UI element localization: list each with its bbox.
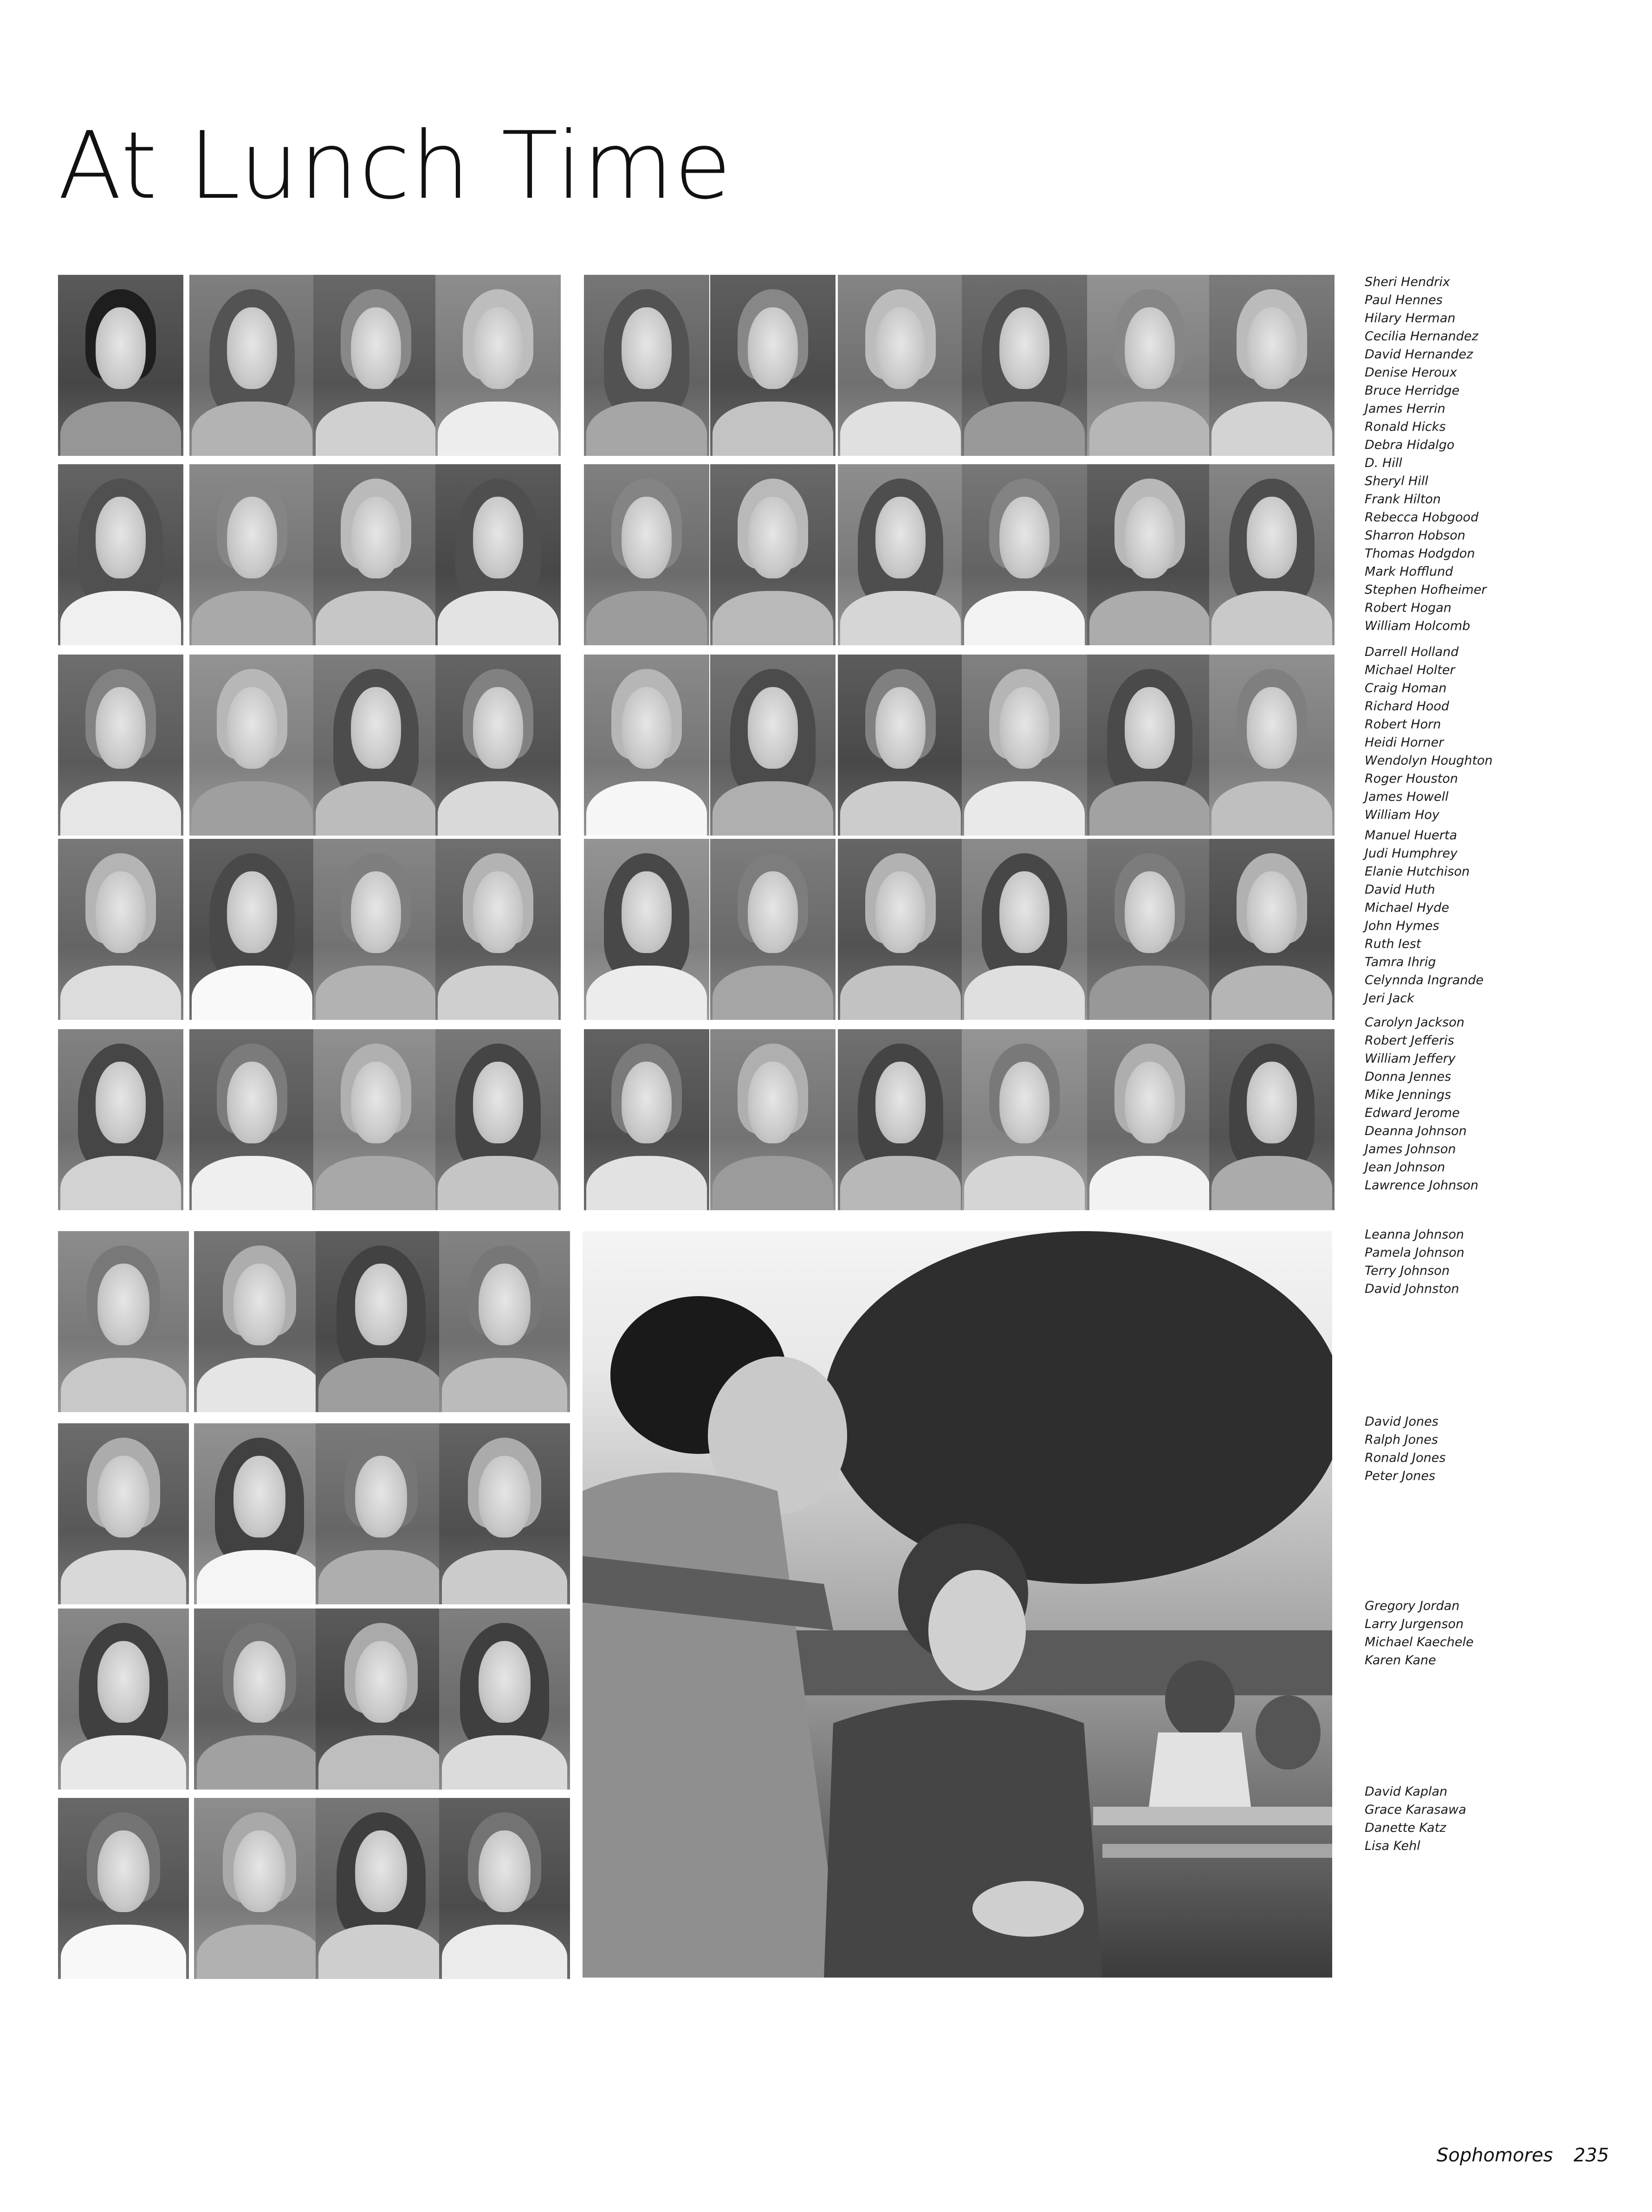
student-portrait xyxy=(435,655,561,836)
portrait-shoulders xyxy=(61,1735,187,1790)
name-group xyxy=(1365,643,1560,824)
student-portrait xyxy=(1209,1029,1335,1210)
student-name: Sheri Hendrix xyxy=(1365,275,1450,289)
portrait-shoulders xyxy=(1211,966,1332,1020)
student-portrait xyxy=(58,1798,189,1979)
portrait-face xyxy=(227,1062,277,1143)
student-name: Stephen Hofheimer xyxy=(1365,583,1487,597)
student-portrait xyxy=(189,464,315,645)
student-portrait xyxy=(313,839,439,1020)
portrait-shoulders xyxy=(586,591,706,645)
student-name: Judi Humphrey xyxy=(1365,846,1458,861)
girl-jacket xyxy=(824,1700,1102,1978)
portrait-face xyxy=(97,1641,150,1723)
student-portrait xyxy=(838,464,963,645)
portrait-face xyxy=(473,871,523,953)
portrait-shoulders xyxy=(318,1550,444,1604)
portrait-shoulders xyxy=(60,1156,181,1210)
student-portrait xyxy=(584,464,709,645)
portrait-shoulders xyxy=(964,591,1084,645)
portrait-shoulders xyxy=(316,591,436,645)
portrait-shoulders xyxy=(438,591,558,645)
student-portrait xyxy=(316,1798,447,1979)
student-portrait xyxy=(1087,655,1212,836)
candid-photo-scene xyxy=(583,1231,1332,1978)
student-portrait xyxy=(962,275,1087,456)
portrait-shoulders xyxy=(1211,781,1332,836)
portrait-shoulders xyxy=(1211,591,1332,645)
student-portrait xyxy=(710,655,836,836)
student-name: Thomas Hodgdon xyxy=(1365,546,1475,561)
portrait-face xyxy=(351,1062,401,1143)
student-name: Robert Hogan xyxy=(1365,601,1451,615)
student-name: Donna Jennes xyxy=(1365,1070,1451,1084)
student-portrait xyxy=(1087,839,1212,1020)
portrait-face xyxy=(96,871,146,953)
student-name: Karen Kane xyxy=(1365,1653,1436,1667)
candid-photo xyxy=(583,1231,1332,1978)
portrait-face xyxy=(96,687,146,769)
student-portrait xyxy=(58,839,183,1020)
student-portrait xyxy=(710,275,836,456)
portrait-shoulders xyxy=(1211,402,1332,456)
portrait-shoulders xyxy=(61,1550,187,1604)
bench-rail xyxy=(1093,1807,1332,1825)
student-portrait xyxy=(1087,1029,1212,1210)
student-name: Elanie Hutchison xyxy=(1365,864,1470,879)
student-portrait xyxy=(1209,839,1335,1020)
portrait-face xyxy=(999,1062,1050,1143)
portrait-face xyxy=(473,1062,523,1143)
portrait-shoulders xyxy=(840,966,960,1020)
student-portrait xyxy=(584,275,709,456)
student-portrait xyxy=(435,839,561,1020)
portrait-face xyxy=(999,871,1050,953)
student-name: John Hymes xyxy=(1365,919,1439,933)
student-name: Jean Johnson xyxy=(1365,1160,1445,1174)
student-portrait xyxy=(58,655,183,836)
name-group xyxy=(1365,454,1560,635)
student-portrait xyxy=(189,655,315,836)
portrait-shoulders xyxy=(318,1925,444,1979)
student-portrait xyxy=(189,1029,315,1210)
portrait-shoulders xyxy=(318,1735,444,1790)
student-portrait xyxy=(439,1609,570,1790)
name-group xyxy=(1365,1413,1560,1485)
portrait-face xyxy=(748,1062,798,1143)
hands xyxy=(972,1881,1084,1937)
portrait-face xyxy=(351,871,401,953)
portrait-shoulders xyxy=(713,402,833,456)
student-portrait xyxy=(189,839,315,1020)
name-group xyxy=(1365,1783,1560,1855)
student-name: Richard Hood xyxy=(1365,699,1450,714)
portrait-shoulders xyxy=(964,781,1084,836)
portrait-shoulders xyxy=(60,781,181,836)
student-portrait xyxy=(439,1231,570,1412)
student-portrait xyxy=(435,1029,561,1210)
portrait-shoulders xyxy=(713,1156,833,1210)
student-name: William Jeffery xyxy=(1365,1051,1456,1066)
portrait-face xyxy=(622,687,672,769)
student-name: Ruth Iest xyxy=(1365,937,1421,951)
student-name: Lawrence Johnson xyxy=(1365,1178,1478,1193)
portrait-face xyxy=(233,1830,286,1912)
student-name: Ronald Hicks xyxy=(1365,420,1446,434)
portrait-shoulders xyxy=(197,1550,323,1604)
portrait-shoulders xyxy=(197,1358,323,1412)
student-name: William Hoy xyxy=(1365,808,1439,822)
portrait-face xyxy=(227,871,277,953)
portrait-face xyxy=(233,1456,286,1537)
portrait-shoulders xyxy=(713,591,833,645)
portrait-shoulders xyxy=(192,966,312,1020)
student-portrait xyxy=(194,1423,325,1604)
student-portrait xyxy=(584,1029,709,1210)
student-name: Gregory Jordan xyxy=(1365,1599,1460,1613)
student-name: Ralph Jones xyxy=(1365,1433,1438,1447)
student-portrait xyxy=(316,1609,447,1790)
student-name: Leanna Johnson xyxy=(1365,1227,1464,1242)
portrait-shoulders xyxy=(442,1735,568,1790)
student-name: Craig Homan xyxy=(1365,681,1447,695)
student-portrait xyxy=(58,1231,189,1412)
portrait-shoulders xyxy=(60,966,181,1020)
student-name: Heidi Horner xyxy=(1365,735,1444,750)
portrait-face xyxy=(473,307,523,389)
student-name: Sharron Hobson xyxy=(1365,528,1465,543)
portrait-shoulders xyxy=(964,402,1084,456)
student-portrait xyxy=(313,275,439,456)
student-name: James Howell xyxy=(1365,790,1449,804)
portrait-face xyxy=(875,871,926,953)
student-name: Bruce Herridge xyxy=(1365,383,1460,398)
portrait-face xyxy=(875,687,926,769)
student-portrait xyxy=(58,464,183,645)
portrait-face xyxy=(227,497,277,578)
portrait-shoulders xyxy=(438,781,558,836)
portrait-shoulders xyxy=(1211,1156,1332,1210)
student-portrait xyxy=(439,1423,570,1604)
portrait-shoulders xyxy=(586,966,706,1020)
portrait-shoulders xyxy=(316,781,436,836)
student-name: Michael Hyde xyxy=(1365,901,1450,915)
student-name: James Johnson xyxy=(1365,1142,1456,1156)
student-portrait xyxy=(313,1029,439,1210)
portrait-face xyxy=(479,1264,531,1345)
portrait-face xyxy=(1247,1062,1297,1143)
portrait-shoulders xyxy=(192,781,312,836)
student-name: James Herrin xyxy=(1365,402,1445,416)
student-name: Lisa Kehl xyxy=(1365,1839,1420,1853)
portrait-face xyxy=(1125,497,1175,578)
student-portrait xyxy=(313,655,439,836)
portrait-shoulders xyxy=(61,1925,187,1979)
portrait-face xyxy=(96,1062,146,1143)
student-portrait xyxy=(962,655,1087,836)
portrait-face xyxy=(622,307,672,389)
student-name: Frank Hilton xyxy=(1365,492,1441,506)
portrait-face xyxy=(999,497,1050,578)
background-person-2-head xyxy=(1256,1695,1321,1770)
student-portrait xyxy=(1087,275,1212,456)
student-portrait xyxy=(58,275,183,456)
student-portrait xyxy=(710,464,836,645)
portrait-shoulders xyxy=(438,1156,558,1210)
portrait-shoulders xyxy=(442,1358,568,1412)
portrait-face xyxy=(351,687,401,769)
student-name: Paul Hennes xyxy=(1365,293,1443,307)
portrait-face xyxy=(233,1641,286,1723)
student-name: Darrell Holland xyxy=(1365,645,1459,659)
portrait-face xyxy=(227,687,277,769)
student-name: William Holcomb xyxy=(1365,619,1471,633)
student-portrait xyxy=(962,839,1087,1020)
student-portrait xyxy=(316,1231,447,1412)
portrait-shoulders xyxy=(840,591,960,645)
portrait-shoulders xyxy=(192,591,312,645)
name-group xyxy=(1365,826,1560,1007)
student-name: Debra Hidalgo xyxy=(1365,438,1455,452)
student-name: Peter Jones xyxy=(1365,1469,1436,1483)
portrait-shoulders xyxy=(586,1156,706,1210)
portrait-shoulders xyxy=(586,781,706,836)
student-name: Robert Horn xyxy=(1365,717,1441,732)
student-portrait xyxy=(189,275,315,456)
student-portrait xyxy=(58,1423,189,1604)
student-portrait xyxy=(194,1798,325,1979)
portrait-face xyxy=(479,1641,531,1723)
name-group xyxy=(1365,273,1560,454)
student-name: Celynnda Ingrande xyxy=(1365,973,1484,987)
student-portrait xyxy=(838,839,963,1020)
portrait-face xyxy=(622,1062,672,1143)
student-name: David Huth xyxy=(1365,882,1435,897)
student-name: Carolyn Jackson xyxy=(1365,1015,1464,1030)
bench-seat xyxy=(1102,1844,1332,1858)
portrait-face xyxy=(351,497,401,578)
student-portrait xyxy=(194,1231,325,1412)
student-portrait xyxy=(194,1609,325,1790)
student-name: Michael Kaechele xyxy=(1365,1635,1474,1649)
portrait-shoulders xyxy=(316,402,436,456)
student-name: Tamra Ihrig xyxy=(1365,955,1436,969)
boy-shirt xyxy=(583,1473,842,1978)
portrait-shoulders xyxy=(442,1550,568,1604)
student-name: Larry Jurgenson xyxy=(1365,1617,1464,1631)
student-portrait xyxy=(435,464,561,645)
portrait-face xyxy=(748,687,798,769)
student-name: Grace Karasawa xyxy=(1365,1803,1466,1817)
portrait-face xyxy=(999,687,1050,769)
background-person-shirt xyxy=(1149,1732,1251,1807)
portrait-shoulders xyxy=(1089,1156,1210,1210)
portrait-face xyxy=(748,497,798,578)
student-portrait xyxy=(58,1609,189,1790)
student-name: Ronald Jones xyxy=(1365,1451,1446,1465)
girl-face xyxy=(928,1570,1026,1691)
portrait-face xyxy=(355,1641,408,1723)
portrait-face xyxy=(875,307,926,389)
portrait-face xyxy=(233,1264,286,1345)
student-name: Denise Heroux xyxy=(1365,365,1457,380)
portrait-shoulders xyxy=(713,781,833,836)
background-person-head xyxy=(1165,1661,1235,1739)
student-name: Sheryl Hill xyxy=(1365,474,1428,488)
portrait-face xyxy=(355,1456,408,1537)
portrait-face xyxy=(1247,497,1297,578)
student-portrait xyxy=(584,655,709,836)
portrait-shoulders xyxy=(316,1156,436,1210)
portrait-face xyxy=(1125,1062,1175,1143)
portrait-shoulders xyxy=(438,402,558,456)
student-name: Hilary Herman xyxy=(1365,311,1456,325)
portrait-face xyxy=(999,307,1050,389)
name-group xyxy=(1365,1226,1560,1298)
student-name: Pamela Johnson xyxy=(1365,1245,1464,1260)
name-group xyxy=(1365,1013,1560,1194)
portrait-face xyxy=(355,1264,408,1345)
portrait-face xyxy=(1247,871,1297,953)
portrait-shoulders xyxy=(964,1156,1084,1210)
student-name: Robert Jefferis xyxy=(1365,1033,1454,1048)
footer-section: Sophomores xyxy=(1437,2145,1553,2166)
student-portrait xyxy=(962,464,1087,645)
portrait-shoulders xyxy=(840,781,960,836)
portrait-face xyxy=(97,1830,150,1912)
student-name: Roger Houston xyxy=(1365,772,1458,786)
portrait-shoulders xyxy=(197,1735,323,1790)
portrait-shoulders xyxy=(1089,966,1210,1020)
page-title: At Lunch Time xyxy=(58,112,732,220)
portrait-face xyxy=(622,871,672,953)
portrait-shoulders xyxy=(192,1156,312,1210)
portrait-shoulders xyxy=(61,1358,187,1412)
portrait-shoulders xyxy=(438,966,558,1020)
student-portrait xyxy=(1087,464,1212,645)
portrait-face xyxy=(227,307,277,389)
portrait-shoulders xyxy=(60,591,181,645)
tree-foliage xyxy=(824,1231,1332,1584)
student-name: Manuel Huerta xyxy=(1365,828,1458,843)
portrait-shoulders xyxy=(1089,781,1210,836)
portrait-shoulders xyxy=(192,402,312,456)
student-portrait xyxy=(1209,655,1335,836)
portrait-shoulders xyxy=(840,402,960,456)
portrait-shoulders xyxy=(840,1156,960,1210)
student-name: Deanna Johnson xyxy=(1365,1124,1467,1138)
footer-page-number: 235 xyxy=(1574,2145,1609,2166)
portrait-face xyxy=(96,307,146,389)
name-group xyxy=(1365,1597,1560,1669)
portrait-shoulders xyxy=(586,402,706,456)
portrait-shoulders xyxy=(318,1358,444,1412)
portrait-face xyxy=(1247,687,1297,769)
portrait-shoulders xyxy=(60,402,181,456)
portrait-face xyxy=(1125,871,1175,953)
portrait-shoulders xyxy=(442,1925,568,1979)
student-name: Michael Holter xyxy=(1365,663,1455,677)
portrait-face xyxy=(479,1830,531,1912)
portrait-face xyxy=(479,1456,531,1537)
student-name: David Kaplan xyxy=(1365,1784,1448,1799)
portrait-shoulders xyxy=(713,966,833,1020)
portrait-face xyxy=(351,307,401,389)
portrait-face xyxy=(748,307,798,389)
portrait-face xyxy=(473,687,523,769)
portrait-face xyxy=(1125,687,1175,769)
portrait-face xyxy=(875,497,926,578)
student-name: Mike Jennings xyxy=(1365,1088,1451,1102)
student-name: Terry Johnson xyxy=(1365,1264,1450,1278)
student-name: Jeri Jack xyxy=(1365,991,1414,1005)
student-name: Rebecca Hobgood xyxy=(1365,510,1479,525)
portrait-face xyxy=(748,871,798,953)
student-name: David Hernandez xyxy=(1365,347,1473,362)
student-portrait xyxy=(838,1029,963,1210)
student-portrait xyxy=(316,1423,447,1604)
student-name: Danette Katz xyxy=(1365,1821,1446,1835)
student-name: Wendolyn Houghton xyxy=(1365,753,1493,768)
portrait-face xyxy=(97,1456,150,1537)
portrait-face xyxy=(473,497,523,578)
student-name: Edward Jerome xyxy=(1365,1106,1460,1120)
portrait-shoulders xyxy=(1089,591,1210,645)
portrait-face xyxy=(875,1062,926,1143)
student-portrait xyxy=(58,1029,183,1210)
portrait-shoulders xyxy=(964,966,1084,1020)
student-name: David Jones xyxy=(1365,1414,1438,1429)
portrait-shoulders xyxy=(1089,402,1210,456)
student-portrait xyxy=(1209,275,1335,456)
student-name: Mark Hofflund xyxy=(1365,564,1453,579)
portrait-face xyxy=(1125,307,1175,389)
student-portrait xyxy=(838,655,963,836)
portrait-shoulders xyxy=(316,966,436,1020)
student-portrait xyxy=(439,1798,570,1979)
student-portrait xyxy=(1209,464,1335,645)
student-portrait xyxy=(435,275,561,456)
student-portrait xyxy=(838,275,963,456)
student-portrait xyxy=(710,1029,836,1210)
student-name: D. Hill xyxy=(1365,456,1402,470)
portrait-face xyxy=(96,497,146,578)
student-name: David Johnston xyxy=(1365,1282,1459,1296)
student-portrait xyxy=(584,839,709,1020)
portrait-face xyxy=(97,1264,150,1345)
student-name: Cecilia Hernandez xyxy=(1365,329,1478,344)
student-portrait xyxy=(710,839,836,1020)
portrait-face xyxy=(355,1830,408,1912)
portrait-face xyxy=(1247,307,1297,389)
student-portrait xyxy=(962,1029,1087,1210)
portrait-face xyxy=(622,497,672,578)
student-portrait xyxy=(313,464,439,645)
portrait-shoulders xyxy=(197,1925,323,1979)
